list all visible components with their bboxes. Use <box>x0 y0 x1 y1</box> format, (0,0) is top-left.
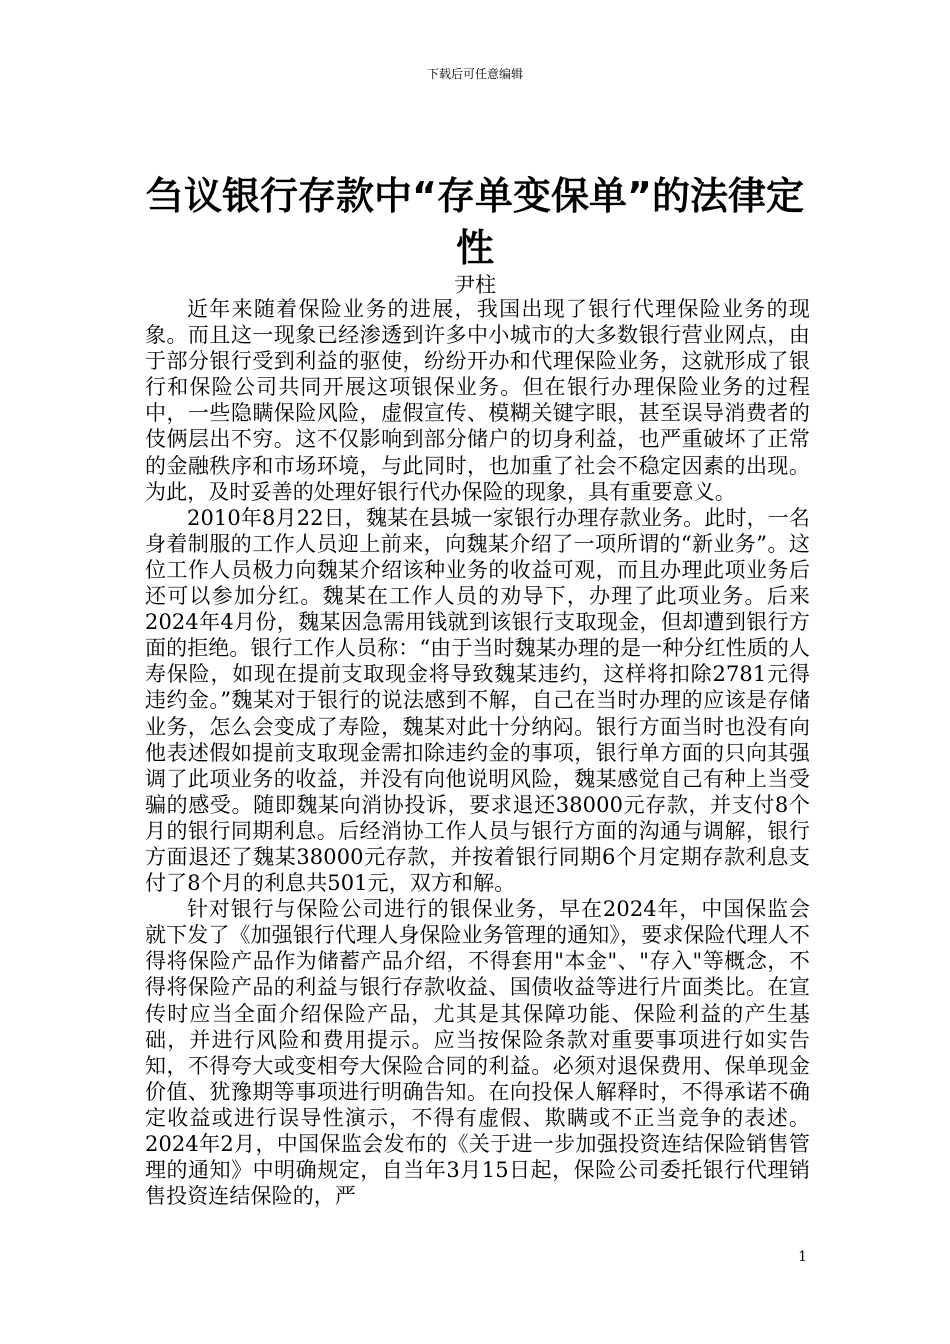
paragraph-3: 针对银行与保险公司进行的银保业务，早在2024年，中国保监会就下发了《加强银行代理人身保险业务管理的通知》，要求保险代理人不得将保险产品作为储蓄产品介绍，不得套用"本金"、"存入"等概念，不得将保险产品的利益与银行存款收益、国债收益等进行片面类比。在宣传时应当全面介绍保险产品，尤其是其保障功能、保险利益的产生基础，并进行风险和费用提示。应当按保险条款对重要事项进行如实告知，不得夸大或变相夸大保险合同的利益。必须对退保费用、保单现金价值、犹豫期等事项进行明确告知。在向投保人解释时，不得承诺不确定收益或进行误导性演示，不得有虚假、欺瞒或不正当竞争的表述。2024年2月，中国保监会发布的《关于进一步加强投资连结保险销售管理的通知》中明确规定，自当年3月15日起，保险公司委托银行代理销售投资连结保险的，严 <box>145 897 810 1209</box>
paragraph-1: 近年来随着保险业务的进展，我国出现了银行代理保险业务的现象。而且这一现象已经渗透到许多中小城市的大多数银行营业网点，由于部分银行受到利益的驱使，纷纷开办和代理保险业务，这就形成了银行和保险公司共同开展这项银保业务。但在银行办理保险业务的过程中，一些隐瞒保险风险，虚假宣传、模糊关键字眼，甚至误导消费者的伎俩层出不穷。这不仅影响到部分储户的切身利益，也严重破坏了正常的金融秩序和市场环境，与此同时，也加重了社会不稳定因素的出现。为此，及时妥善的处理好银行代办保险的现象，具有重要意义。 <box>145 297 810 504</box>
author-name: 尹柱 <box>454 273 496 297</box>
page-header: 下载后可任意编辑 <box>426 67 523 81</box>
document-body <box>145 296 810 1209</box>
page-number: 1 <box>798 1249 807 1265</box>
paragraph-2: 2010年8月22日，魏某在县城一家银行办理存款业务。此时，一名身着制服的工作人员迎上前来，向魏某介绍了一项所谓的“新业务”。这位工作人员极力向魏某介绍该种业务的收益可观，而且办理此项业务后还可以参加分红。魏某在工作人员的劝导下，办理了此项业务。后来2024年4月份，魏某因急需用钱就到该银行支取现金，但却遭到银行方面的拒绝。银行工作人员称：“由于当时魏某办理的是一种分红性质的人寿保险，如现在提前支取现金将导致魏某违约，这样将扣除2781元得违约金。”魏某对于银行的说法感到不解，自己在当时办理的应该是存储业务，怎么会变成了寿险，魏某对此十分纳闷。银行方面当时也没有向他表述假如提前支取现金需扣除违约金的事项，银行单方面的只向其强调了此项业务的收益，并没有向他说明风险，魏某感觉自己有种上当受骗的感受。随即魏某向消协投诉，要求退还38000元存款，并支付8个月的银行同期利息。后经消协工作人员与银行方面的沟通与调解，银行方面退还了魏某38000元存款，并按着银行同期6个月定期存款利息支付了8个月的利息共501元，双方和解。 <box>145 505 810 896</box>
document-title: 刍议银行存款中“存单变保单”的法律定性 <box>146 174 804 270</box>
